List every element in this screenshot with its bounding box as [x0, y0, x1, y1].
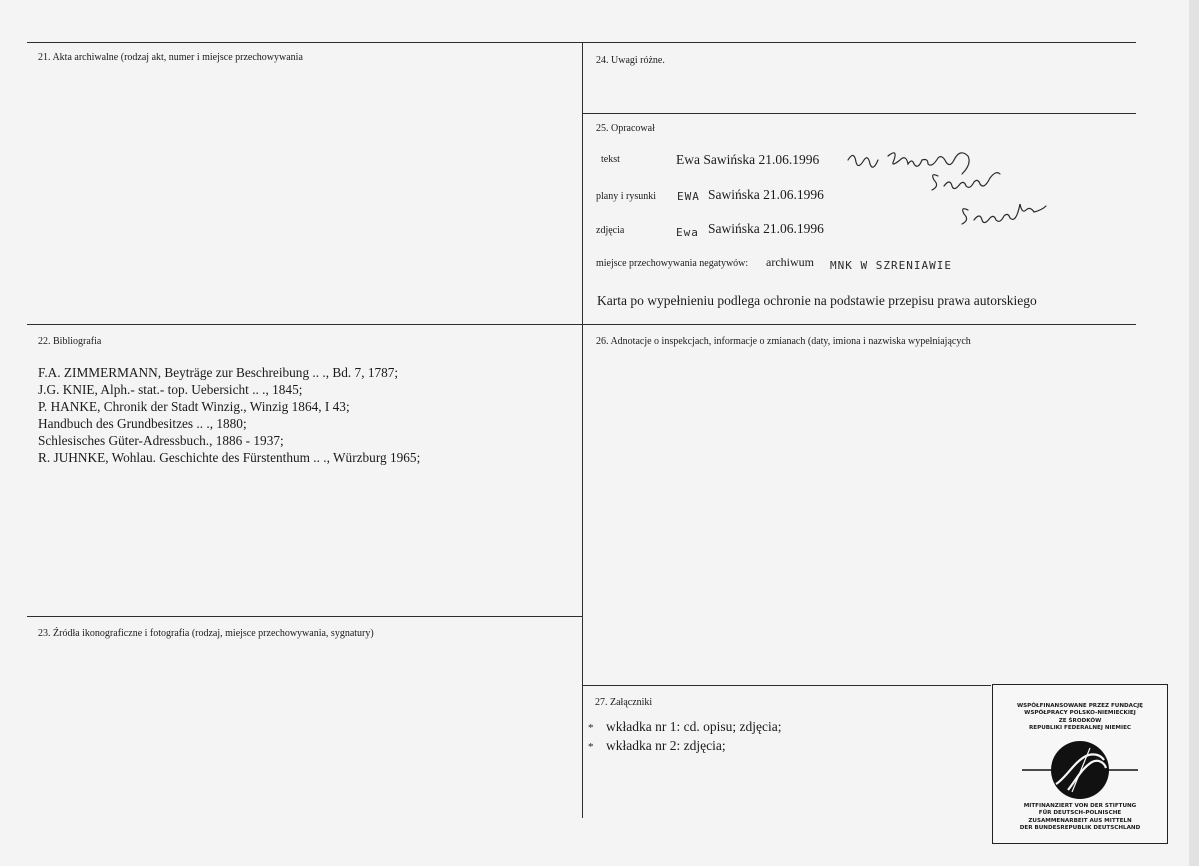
section-21-label: 21. Akta archiwalne (rodzaj akt, numer i miejsce przechowywania [38, 52, 303, 63]
divider-21-22 [27, 324, 1136, 325]
zdjecia-label: zdjęcia [596, 225, 625, 236]
section-24-label: 24. Uwagi różne. [596, 55, 665, 66]
negatives-handwriting: MNK W SZRENIAWIE [830, 259, 952, 272]
bibliography-item: Schlesisches Güter-Adressbuch., 1886 - 1937; [38, 433, 284, 448]
negatives-label: miejsce przechowywania negatywów: [596, 258, 749, 269]
logo-line: WSPÓŁFINANSOWANE PRZEZ FUNDACJĘ [1016, 703, 1144, 709]
signature-1 [848, 153, 969, 174]
bibliography-item: P. HANKE, Chronik der Stadt Winzig., Winzig 1864, I 43; [38, 399, 350, 414]
zdjecia-handwriting: Ewa [676, 226, 699, 239]
section-22-label: 22. Bibliografia [38, 336, 102, 347]
foundation-emblem-icon [1020, 740, 1140, 800]
bibliography-item: J.G. KNIE, Alph.- stat.- top. Uebersicht .. ., 1845; [38, 382, 303, 397]
logo-line: DER BUNDESREPUBLIK DEUTSCHLAND [1019, 825, 1141, 832]
tekst-label: tekst [601, 154, 620, 165]
plany-label: plany i rysunki [596, 191, 656, 202]
foundation-logo-box [992, 684, 1168, 844]
attachment-text: wkładka nr 1: cd. opisu; zdjęcia; [606, 719, 782, 734]
plany-handwriting: EWA [677, 190, 700, 203]
signatures [840, 140, 1070, 240]
bullet: * [588, 741, 594, 753]
logo-line: ZE ŚRODKÓW [1058, 717, 1102, 724]
attachments-list [588, 718, 781, 756]
logo-line: MITFINANZIERT VON DER STIFTUNG [1023, 803, 1137, 809]
copyright-note: Karta po wypełnieniu podlega ochronie na podstawie przepisu prawa autorskiego [597, 293, 1037, 308]
section-25-label: 25. Opracował [596, 123, 655, 134]
section-23-label: 23. Źródła ikonograficzne i fotografia (rodzaj, miejsce przechowywania, sygnatury) [38, 628, 374, 639]
card-edge [1189, 0, 1199, 866]
negatives-value: archiwum [766, 255, 814, 269]
attachment-item [588, 718, 781, 737]
logo-line: FÜR DEUTSCH-POLNISCHE [1038, 810, 1122, 817]
section-27-label: 27. Załączniki [595, 697, 653, 708]
bibliography-item: F.A. ZIMMERMANN, Beyträge zur Beschreibung .. ., Bd. 7, 1787; [38, 365, 399, 380]
signature-3 [962, 204, 1046, 224]
logo-line: WSPÓŁPRACY POLSKO-NIEMIECKIEJ [1024, 710, 1136, 717]
logo-text-polish [993, 703, 1167, 733]
signature-2 [932, 173, 1000, 190]
bibliography-item: Handbuch des Grundbesitzes .. ., 1880; [38, 416, 247, 431]
divider-22-23 [27, 616, 582, 617]
attachment-text: wkładka nr 2: zdjęcia; [606, 738, 726, 753]
bibliography-list [38, 364, 420, 466]
logo-text-german [993, 803, 1167, 833]
logo-line: ZUSAMMENARBEIT AUS MITTELN [1028, 817, 1132, 824]
divider-26-27 [583, 685, 991, 686]
section-26-label: 26. Adnotacje o inspekcjach, informacje o zmianach (daty, imiona i nazwiska wypełniających [596, 336, 971, 347]
bibliography-item: R. JUHNKE, Wohlau. Geschichte des Fürstenthum .. ., Würzburg 1965; [38, 450, 421, 465]
center-divider [582, 42, 583, 818]
bullet: * [588, 722, 594, 734]
plany-value: Sawińska 21.06.1996 [708, 187, 824, 202]
logo-line: REPUBLIKI FEDERALNEJ NIEMIEC [1028, 725, 1132, 732]
zdjecia-value: Sawińska 21.06.1996 [708, 221, 824, 236]
tekst-value: Ewa Sawińska 21.06.1996 [676, 152, 820, 167]
divider-24-25 [583, 113, 1136, 114]
attachment-item [588, 737, 781, 756]
